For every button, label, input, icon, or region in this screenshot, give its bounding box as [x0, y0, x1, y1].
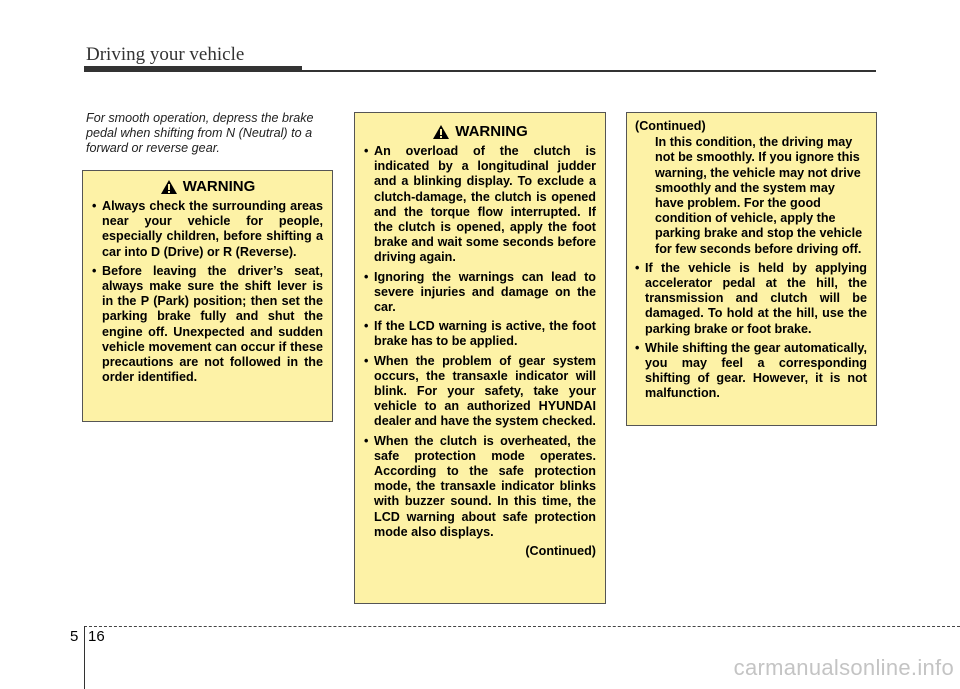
footer-dashed-rule — [84, 626, 960, 627]
continued-label: (Continued) — [635, 119, 706, 133]
list-item: • When the clutch is overheated, the safe protection mode operates. According to the safe protection mode, the transaxle indicator blinks with buzzer sound. In this time, the LCD warning about safe protection mode also displays. — [364, 434, 596, 540]
list-item: • While shifting the gear automatically, you may feel a corresponding shifting of gear. However, it is not malfunction. — [635, 341, 867, 402]
header-rule-thin — [302, 70, 876, 72]
warning-heading — [364, 122, 596, 142]
chapter-number: 5 — [70, 628, 79, 645]
list-item: • An overload of the clutch is indicated by a longitudinal judder and a blinking display. To exclude a clutch-damage, the clutch is opened and the torque flow interrupted. If the clutch is opened, apply the foot brake and wait some seconds before driving again. — [364, 144, 596, 266]
warning-list — [92, 199, 323, 385]
list-item: • If the LCD warning is active, the foot brake has to be applied. — [364, 319, 596, 349]
list-item: • Ignoring the warnings can lead to severe injuries and damage on the car. — [364, 270, 596, 316]
continued-label: (Continued) — [525, 544, 596, 559]
warning-list — [364, 144, 596, 540]
list-item: • Always check the surrounding areas near your vehicle for people, especially children, before shifting a car into D (Drive) or R (Reverse). — [92, 199, 323, 260]
footer-vertical-rule — [84, 626, 85, 689]
list-item: • Before leaving the driver’s seat, always make sure the shift lever is in the P (Park) position; then set the parking brake fully and shut the engine off. Unexpected and sudden vehicle movement can occur if these precautions are not followed in the order identified. — [92, 264, 323, 386]
warning-heading-label: WARNING — [182, 178, 256, 195]
list-item: • If the vehicle is held by applying accelerator pedal at the hill, the transmission and clutch will be damaged. To hold at the hill, use the parking brake or foot brake. — [635, 261, 867, 337]
warning-box-continued — [626, 112, 877, 426]
warning-heading-label: WARNING — [455, 123, 528, 140]
intro-text: For smooth operation, depress the brake pedal when shifting from N (Neutral) to a forward or reverse gear. — [86, 111, 314, 155]
page-header-title: Driving your vehicle — [86, 44, 245, 65]
warning-triangle-icon — [432, 124, 450, 140]
warning-list — [635, 261, 867, 402]
watermark: carmanualsonline.info — [733, 655, 954, 680]
continued-text: In this condition, the driving may not be smoothly. If you ignore this warning, the vehicle may not drive smoothly and the system may have problem. For the good condition of vehicle, apply the parking brake and stop the vehicle for few seconds before driving off. — [655, 135, 863, 256]
warning-box-clutch — [354, 112, 606, 604]
list-item: • When the problem of gear system occurs, the transaxle indicator will blink. For your safety, take your vehicle to an authorized HYUNDAI dealer and have the system checked. — [364, 354, 596, 430]
warning-box-shift-safety — [82, 170, 333, 422]
warning-triangle-icon — [160, 179, 178, 195]
warning-heading — [92, 177, 323, 197]
header-rule-thick — [84, 66, 302, 72]
page-number: 16 — [88, 628, 105, 645]
